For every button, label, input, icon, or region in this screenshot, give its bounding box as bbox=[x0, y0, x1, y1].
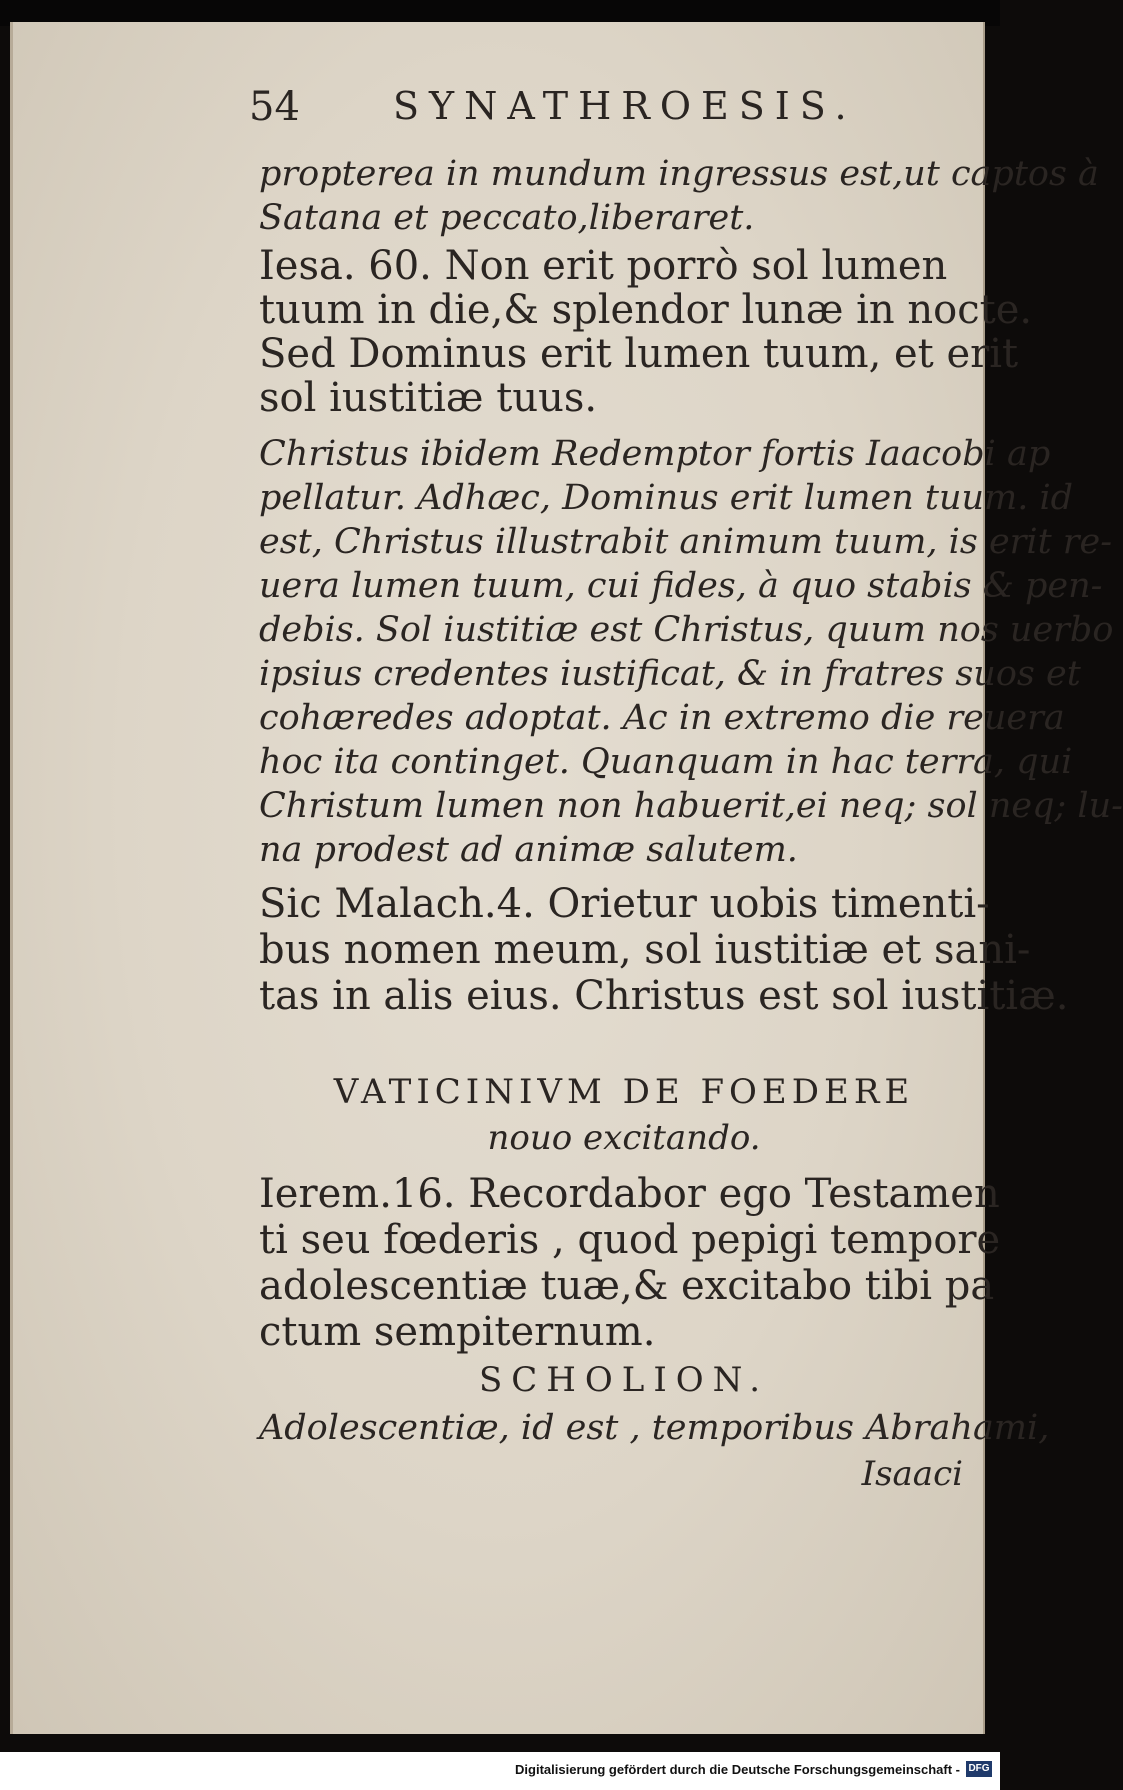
section-heading: VATICINIVM DE FOEDERE bbox=[333, 1072, 915, 1112]
text-line: Sed Dominus erit lumen tuum, et erit bbox=[259, 331, 1019, 377]
section-subheading: nouo excitando. bbox=[487, 1118, 761, 1158]
text-line: Christum lumen non habuerit,ei neq; sol neq; lu- bbox=[259, 786, 1123, 826]
catchword: Isaaci bbox=[861, 1454, 963, 1494]
text-line: bus nomen meum, sol iustitiæ et sani- bbox=[259, 927, 1031, 973]
text-line: Sic Malach.4. Orietur uobis timenti- bbox=[259, 881, 990, 927]
footer-credit: Digitalisierung gefördert durch die Deutsche Forschungsgemeinschaft - bbox=[515, 1762, 960, 1777]
scholion-line: Adolescentiæ, id est , temporibus Abrahami, bbox=[259, 1408, 1050, 1448]
dfg-logo-icon: DFG bbox=[966, 1761, 992, 1777]
text-line: cohæredes adoptat. Ac in extremo die reuera bbox=[259, 698, 1065, 738]
text-line: adolescentiæ tuæ,& excitabo tibi pa bbox=[259, 1263, 995, 1309]
text-line: tas in alis eius. Christus est sol iustitiæ. bbox=[259, 973, 1069, 1019]
text-line: est, Christus illustrabit animum tuum, is erit re- bbox=[259, 522, 1113, 562]
running-title: SYNATHROESIS. bbox=[393, 84, 857, 128]
digitization-footer bbox=[0, 1752, 1000, 1790]
text-line: propterea in mundum ingressus est,ut captos à bbox=[259, 154, 1099, 194]
text-line: uera lumen tuum, cui fides, à quo stabis & pen- bbox=[259, 566, 1103, 606]
text-line: Iesa. 60. Non erit porrò sol lumen bbox=[259, 243, 948, 289]
page-header bbox=[13, 84, 983, 144]
text-line: ctum sempiternum. bbox=[259, 1309, 656, 1355]
text-line: debis. Sol iustitiæ est Christus, quum nos uerbo bbox=[259, 610, 1114, 650]
text-line: hoc ita continget. Quanquam in hac terra, qui bbox=[259, 742, 1073, 782]
text-line: Satana et peccato,liberaret. bbox=[259, 198, 755, 238]
page-number: 54 bbox=[249, 84, 300, 130]
text-line: sol iustitiæ tuus. bbox=[259, 375, 598, 421]
text-line: tuum in die,& splendor lunæ in nocte. bbox=[259, 287, 1033, 333]
text-line: ti seu fœderis , quod pepigi tempore bbox=[259, 1217, 1001, 1263]
text-line: na prodest ad animæ salutem. bbox=[259, 830, 798, 870]
book-page bbox=[10, 22, 1123, 1734]
text-line: Ierem.16. Recordabor ego Testamen bbox=[259, 1171, 1000, 1217]
scholion-heading: SCHOLION. bbox=[478, 1360, 770, 1400]
text-line: pellatur. Adhæc, Dominus erit lumen tuum. id bbox=[259, 478, 1074, 518]
text-line: ipsius credentes iustificat, & in fratres suos et bbox=[259, 654, 1081, 694]
text-line: Christus ibidem Redemptor fortis Iaacobi ap bbox=[259, 434, 1051, 474]
